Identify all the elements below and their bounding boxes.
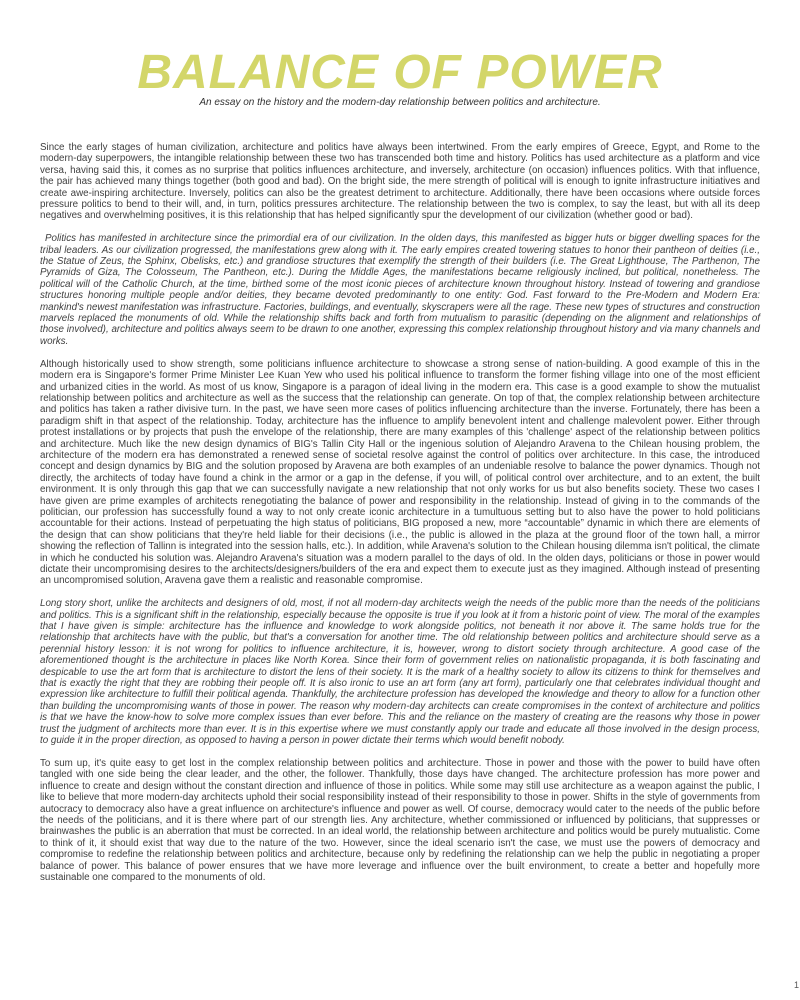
page-number: 1 xyxy=(793,980,799,990)
essay-paragraph: Politics has manifested in architecture since the primordial era of our civilization. In the olden days, this manifested as bigger huts or bigger dwelling spaces for the tribal leaders. As our civilization progressed, the manifestations grew along with it. The early empires created towering statues to honor their pantheon of deities (i.e., the Statue of Zeus, the Sphinx, Obelisks, etc.) and grandiose structures that exemplify the strength of their builders (i.e. The Great Lighthouse, The Parthenon, The Pyramids of Giza, The Colosseum, The Pantheon, etc.). During the Middle Ages, the manifestations became religiously inclined, but political, nonetheless. The political will of the Catholic Church, at the time, birthed some of the most iconic pieces of architecture known throughout history. Instead of towering and grandiose structures honoring multiple people and/or deities, they became devoted predominantly to one entity: God. Fast forward to the Pre-Modern and Modern Era: mankind's newest manifestation was infrastructure. Factories, buildings, and eventually, skyscrapers were all the rage. These new types of structures and construction marvels replaced the monuments of old. While the relationship shifts back and forth from mutualism to parasitic (depending on the alignment and relationships of those involved), architecture and politics always seem to be drawn to one another, expressing this complex relationship throughout history and via many channels and works. xyxy=(40,233,760,347)
essay-body xyxy=(40,142,760,883)
essay-paragraph: Since the early stages of human civilization, architecture and politics have always been intertwined. From the early empires of Greece, Egypt, and Rome to the modern-day superpowers, the intangible relationship between these two has transcended both time and history. Politics has used architecture as a platform and vice versa, having said this, it comes as no surprise that politics influences architecture, and inversely, architecture (on occasion) influences politics. With that influence, the pair has achieved many things together (both good and bad). On the bright side, the mere strength of political will is enough to ignite infrastructure initiatives and create awe-inspiring architecture. Inversely, politics can also be the greatest detriment to architecture. Additionally, there have been occasions where outside forces pressure politics to bend to their will, and, in turn, politics pressures architecture. The relationship between the two is complex, to say the least, but with all its deep negatives and overwhelming positives, it is this relationship that has helped significantly spur the development of our civilization (whether good or bad). xyxy=(40,142,760,222)
essay-paragraph: Long story short, unlike the architects and designers of old, most, if not all modern-day architects weigh the needs of the public more than the needs of the politicians and politics. This is a significant shift in the relationship, especially because the opposite is true if you look at it from a historic point of view. The moral of the examples that I have given is simple: architecture has the influence and knowledge to work alongside politics, not beneath it nor above it. The same holds true for the relationship that architects have with the public, but that's a conversation for another time. The old relationship between politics and architecture should serve as a perennial history lesson: it is not wrong for politics to influence architecture, it is, however, wrong to distort society through architecture. A good case of the aforementioned thought is the architecture in places like North Korea. Since their form of government relies on nationalistic propaganda, it is both fascinating and despicable to use the art form that is architecture to distort the lens of their society. It is the mark of a healthy society to allow its citizens to think for themselves and that is exactly the right that they are robbing their people off. It is also ironic to use an art form (any art form), particularly one that celebrates individual thought and expression like architecture to fulfill their political agenda. Thankfully, the architecture profession has developed the knowledge and theory to allow for a function other than building the uncompromising wants of those in power. The reason why modern-day architects can create compromises in the context of architecture and politics is that we have the know-how to solve more complex issues than ever before. This and the reliance on the mastery of creating are the reasons why those in power trust the judgment of architects more than ever. It is in this expertise where we must constantly apply our trade and educate all those involved in the design process, to guide it in the proper direction, as opposed to having a person in power dictate their terms which would benefit nobody. xyxy=(40,598,760,747)
essay-paragraph: To sum up, it's quite easy to get lost in the complex relationship between politics and architecture. Those in power and those with the power to build have often tangled with one side being the clear leader, and the other, the follower. Thankfully, those days have changed. The architecture profession has more power and influence to create and design without the constant direction and influence of those in politics. While some may still use architecture as a weapon against the public, I like to believe that more modern-day architects uphold their social responsibility instead of their responsibility to those in power. Shifts in the style of governments from autocracy to democracy also have a great influence on architecture's influence and power as well. Of course, democracy would cater to the needs of the public before the needs of the politicians, and it is there where part of our strength lies. Any architecture, whether commissioned or influenced by politicians, that suppresses or brainwashes the public is an aberration that must be corrected. In an ideal world, the relationship between architecture and politics would be purely mutualistic. Come to think of it, it should exist that way due to the nature of the two. However, since the ideal scenario isn't the case, we must use the powers of democracy and compromise to redefine the relationship between politics and architecture, because only by redefining the relationship can we help the public in negotiating a proper balance of power. This balance of power ensures that we have more leverage and influence over the built environment, to create a better and hopefully more sustainable one compared to the monuments of old. xyxy=(40,757,760,883)
page-title: BALANCE OF POWER xyxy=(137,46,663,99)
page-subtitle: An essay on the history and the modern-day relationship between politics and architecture. xyxy=(199,97,601,108)
essay-paragraph: Although historically used to show strength, some politicians influence architecture to showcase a strong sense of nation-building. A good example of this in the modern era is Singapore's former Prime Minister Lee Kuan Yew who used his political influence to transform the former fishing village into one of the most efficient and urbanized cities in the world. As most of us know, Singapore is a paragon of ideal living in the modern era. This case is a good example to show the mutualist relationship between politics and architecture as well as the success that the relationship can generate. On top of that, the complex relationship between architecture and politics has taken a rather divisive turn. In the past, we have seen more cases of politics influencing architecture than the inverse. Fortunately, there has been a paradigm shift in that aspect of the relationship. Today, architecture has the influence to amplify benevolent intent and challenge malevolent power. Either through protest installations or by projects that push the envelope of the relationship, there are many examples of this 'challenge' aspect of the relationship between politics and architecture. Much like the new design dynamics of BIG's Tallin City Hall or the ingenious solution of Alejandro Aravena to the Chilean housing problem, the architecture of the modern era has demonstrated a renewed sense of societal resolve against the control of politics over architecture. In this case, the introduced concept and design dynamics by BIG and the solution proposed by Aravena are both examples of an undeniable resolve to balance the power dynamics. Though not directly, the architects of today have found a chink in the armor or a gap in the defense, if you will, of political control over architecture, and to an extent, the built environment. It is only through this gap that we can successfully navigate a new relationship that not only works for us but also benefits society. These two cases I have given are prime examples of architects renegotiating the balance of power and responsibility in the relationship. Instead of giving in to the commands of the politician, our profession has successfully found a way to not only create iconic architecture in a tumultuous setting but to also have the power to hold politicians accountable for their actions. Instead of perpetuating the high status of politicians, BIG proposed a new, more “accountable” dynamic in which there are elements of the design that can show politicians that they're held liable for their decisions (i.e., the public is allowed in the plaza at the ground floor of the town hall, a mirror showing the reflection of Tallinn is integrated into the session halls, etc.). In addition, while Aravena's solution to the Chilean housing dilemma isn't political, the climate in which he conducted his solution was. Alejandro Aravena's situation was a modern parallel to the days of old. In the olden days, politicians or those in power would dictate their uncompromising desires to the architects/designers/builders of the era and expect them to execute just as they imagined. Although instead of presenting an uncompromised solution, Aravena gave them a realistic and reasonable compromise. xyxy=(40,358,760,587)
essay-header xyxy=(0,0,800,108)
